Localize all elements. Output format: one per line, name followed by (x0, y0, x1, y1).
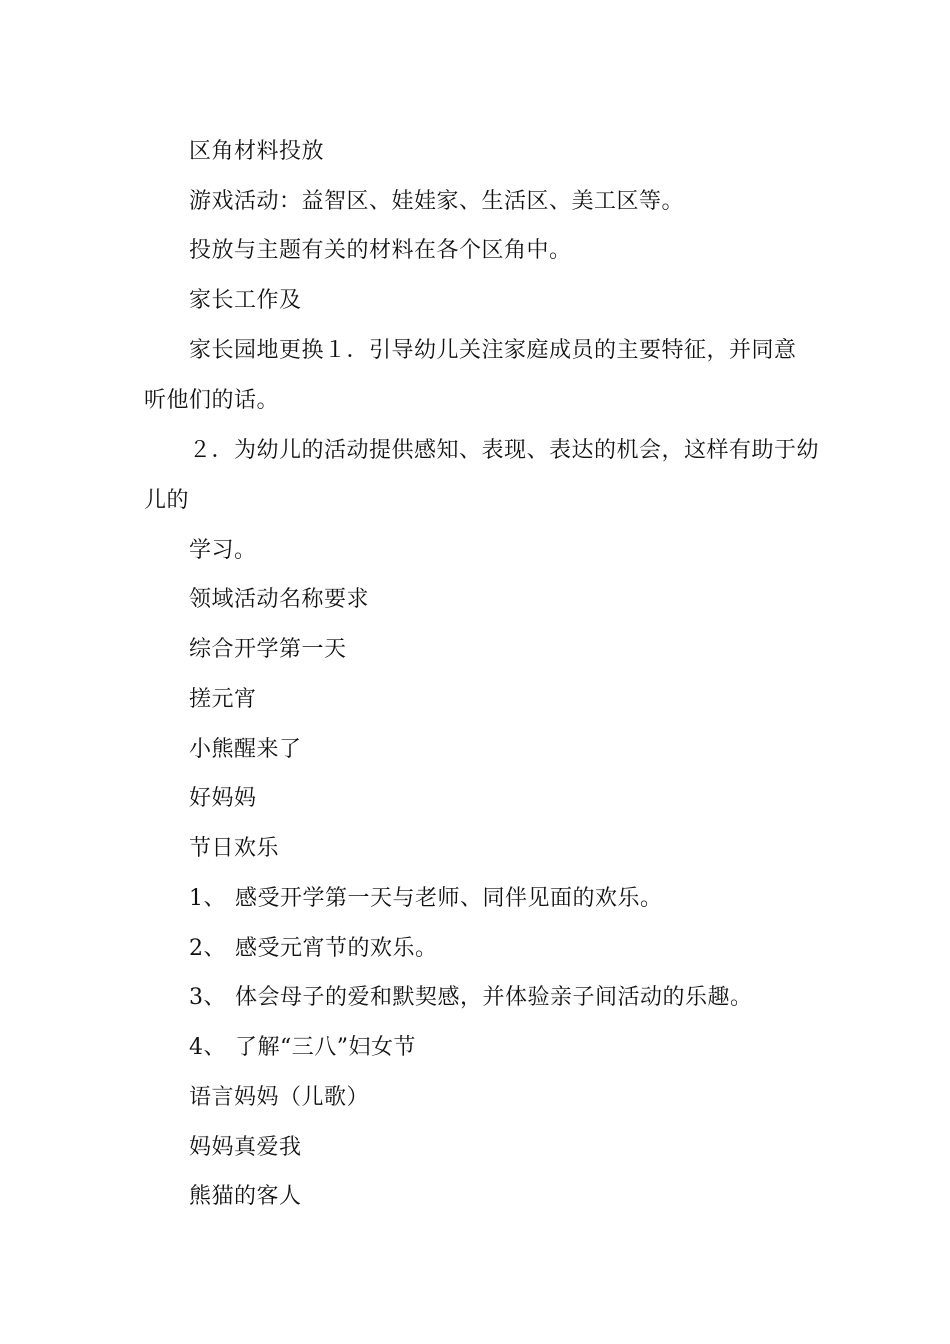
text-line: 家长园地更换１．引导幼儿关注家庭成员的主要特征，并同意 (189, 338, 797, 363)
text-line: 熊猫的客人 (189, 1184, 302, 1209)
text-line: 游戏活动：益智区、娃娃家、生活区、美工区等。 (189, 189, 685, 214)
text-line: 搓元宵 (189, 687, 257, 712)
text-line: 区角材料投放 (189, 139, 325, 164)
text-line: 好妈妈 (189, 786, 257, 811)
text-line: 综合开学第一天 (189, 637, 347, 662)
goal-number: 1、 (189, 886, 226, 911)
goal-number: 2、 (189, 936, 226, 961)
goal-item (189, 884, 663, 914)
text-line: 小熊醒来了 (189, 737, 302, 762)
goal-item (189, 934, 438, 964)
goal-item (189, 983, 753, 1013)
text-line: 投放与主题有关的材料在各个区角中。 (189, 238, 572, 263)
text-line: 家长工作及 (189, 288, 302, 313)
text-line: 妈妈真爱我 (189, 1135, 302, 1160)
text-line: 领域活动名称要求 (189, 587, 370, 612)
goal-number: 3、 (189, 985, 226, 1010)
goal-text: 体会母子的爱和默契感，并体验亲子间活动的乐趣。 (235, 985, 753, 1010)
text-line: ２．为幼儿的活动提供感知、表现、表达的机会，这样有助于幼 (189, 438, 820, 463)
goal-text: 了解“三八”妇女节 (235, 1035, 416, 1060)
goal-text: 感受元宵节的欢乐。 (235, 936, 438, 961)
goal-number: 4、 (189, 1035, 226, 1060)
text-line: 节日欢乐 (189, 836, 280, 861)
text-line: 学习。 (189, 538, 257, 563)
text-line: 儿的 (144, 488, 190, 513)
text-line: 语言妈妈（儿歌） (189, 1085, 370, 1110)
text-line: 听他们的话。 (144, 388, 280, 413)
goal-text: 感受开学第一天与老师、同伴见面的欢乐。 (235, 886, 663, 911)
goal-item (189, 1033, 416, 1063)
